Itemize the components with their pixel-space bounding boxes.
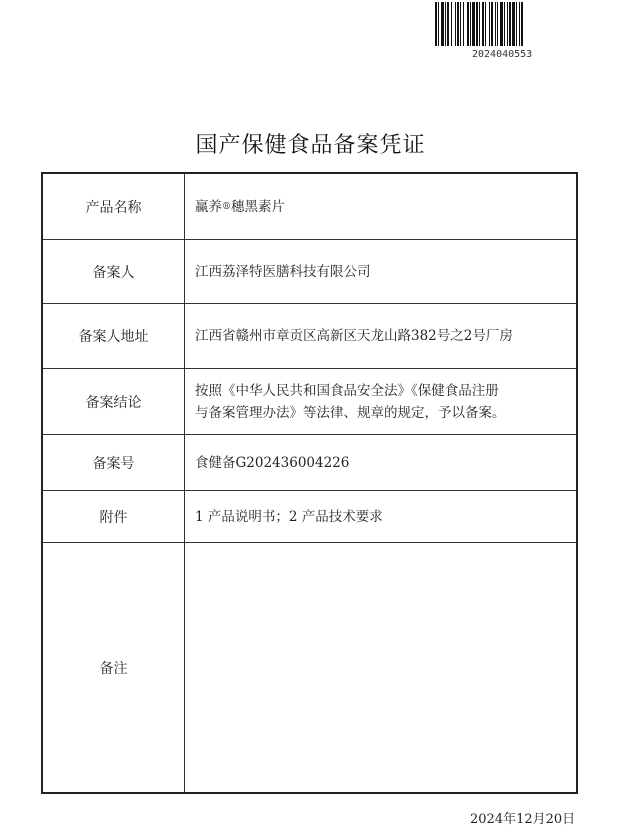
label-remarks: 备注 [43, 543, 185, 792]
value-attachments: 1 产品说明书；2 产品技术要求 [195, 508, 383, 525]
label-filer: 备案人 [43, 240, 185, 303]
label-product-name: 产品名称 [43, 174, 185, 239]
value-filer-address: 江西省赣州市章贡区高新区天龙山路382号之2号厂房 [195, 328, 513, 344]
barcode-bar [523, 2, 525, 46]
value-filer: 江西荔泽特医膳科技有限公司 [195, 263, 371, 280]
product-brand: 赢养 [195, 198, 222, 215]
label-filer-address: 备案人地址 [43, 304, 185, 368]
table-row-remarks [43, 543, 576, 792]
value-conclusion [185, 369, 576, 434]
table-row-filer-address [43, 304, 576, 368]
registered-mark: ® [222, 201, 231, 212]
barcode [435, 2, 591, 46]
issue-date: 2024年12月20日 [470, 812, 576, 827]
table-row-attachments [43, 491, 576, 542]
table-row-conclusion [43, 369, 576, 434]
barcode-number: 2024040553 [472, 49, 533, 60]
conclusion-line-1: 按照《中华人民共和国食品安全法》《保健食品注册 [195, 382, 499, 399]
table-row-filer [43, 240, 576, 303]
product-title: 穗黑素片 [231, 198, 285, 215]
table-row-record-number [43, 435, 576, 490]
table-row-product-name [43, 174, 576, 239]
value-product-name [185, 174, 576, 239]
label-record-number: 备案号 [43, 435, 185, 490]
label-attachments: 附件 [43, 491, 185, 542]
conclusion-line-2: 与备案管理办法》等法律、规章的规定，予以备案。 [195, 404, 506, 421]
value-record-number: 食健备G202436004226 [195, 454, 350, 471]
record-table [41, 172, 578, 794]
document-title: 国产保健食品备案凭证 [195, 133, 426, 158]
label-conclusion: 备案结论 [43, 369, 185, 434]
value-remarks [185, 543, 576, 792]
